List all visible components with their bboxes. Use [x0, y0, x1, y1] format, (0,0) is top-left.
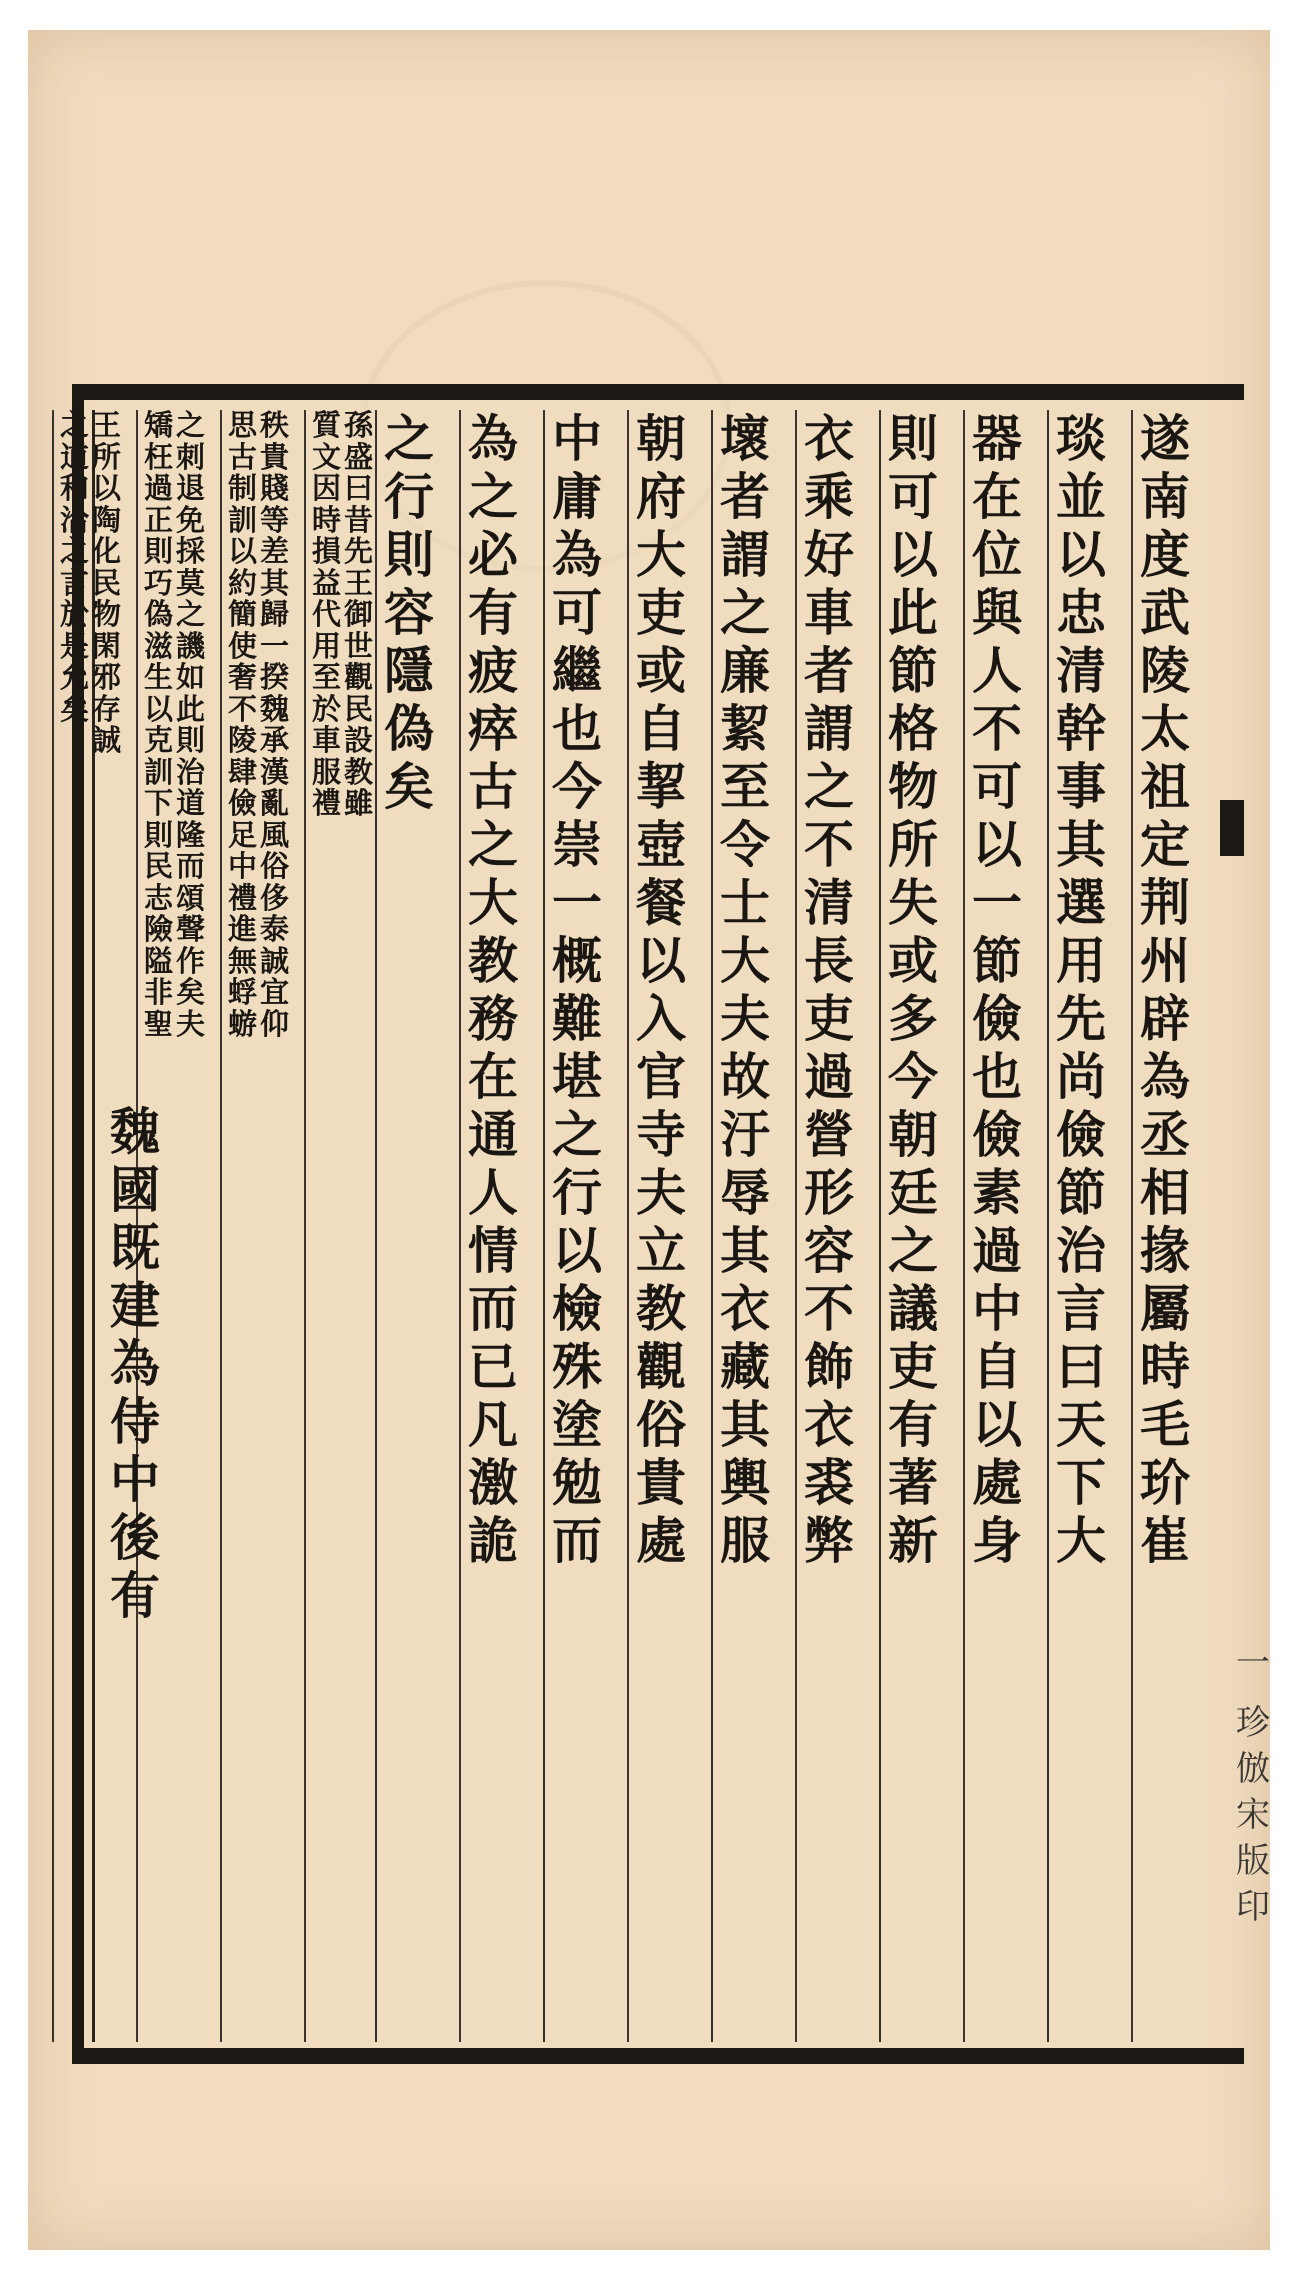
main-text-column: 朝 府 大 吏 或 自 挈 壺 餐 以 入 官 寺 夫 立 教 觀 俗 貴 處: [636, 409, 686, 1570]
column-rule: [879, 410, 881, 2042]
annotation-column-left: 之 道 和 洽 之 言 於 是 允 矣: [60, 408, 90, 726]
annotation-column-left: 質 文 因 時 損 益 代 用 至 於 車 服 禮: [312, 408, 342, 820]
annotation-column-left: 矯 枉 過 正 則 巧 偽 滋 生 以 克 訓 下 則 民 志 險 隘 非 聖: [144, 408, 174, 1041]
column-rule: [220, 410, 222, 2042]
column-rule: [627, 410, 629, 2042]
main-text-column: 遂 南 度 武 陵 太 祖 定 荆 州 辟 為 丞 相 掾 屬 時 毛 玠 崔: [1140, 409, 1190, 1570]
column-rule: [304, 410, 306, 2042]
column-rule: [375, 410, 377, 2042]
main-text-column: 器 在 位 與 人 不 可 以 一 節 儉 也 儉 素 過 中 自 以 處 身: [972, 409, 1022, 1570]
edition-note: 珍 倣 宋 版 印: [1236, 1703, 1270, 1927]
column-rule: [543, 410, 545, 2042]
column-rule: [459, 410, 461, 2042]
main-text-column: 為 之 必 有 疲 瘁 古 之 大 教 務 在 通 人 情 而 已 凡 激 詭: [468, 409, 518, 1570]
column-rule: [1047, 410, 1049, 2042]
annotation-column-left: 思 古 制 訓 以 約 簡 使 奢 不 陵 肆 儉 足 中 禮 進 無 蜉 蝣: [228, 408, 258, 1041]
fishtail-marker: [1220, 800, 1244, 856]
main-text-column: 則 可 以 此 節 格 物 所 失 或 多 今 朝 廷 之 議 吏 有 著 新: [888, 409, 938, 1570]
header-tag: 一: [1236, 1643, 1270, 1683]
column-rule: [795, 410, 797, 2042]
column-rule: [711, 410, 713, 2042]
continuation-text: 魏 國 既 建 為 侍 中 後 有: [110, 1102, 160, 1625]
column-rule: [963, 410, 965, 2042]
main-text-column: 衣 乘 好 車 者 謂 之 不 清 長 吏 過 營 形 容 不 飾 衣 裘 弊: [804, 409, 854, 1570]
main-text-column: 中 庸 為 可 繼 也 今 崇 一 概 難 堪 之 行 以 檢 殊 塗 勉 而: [552, 409, 602, 1570]
column-rule: [1131, 410, 1133, 2042]
column-rule: [52, 410, 54, 2042]
annotation-column-right: 秩 貴 賤 等 差 其 歸 一 揆 魏 承 漢 亂 風 俗 侈 泰 誠 宜 仰: [260, 408, 290, 1041]
annotation-column-right: 王 所 以 陶 化 民 物 閑 邪 存 誠: [92, 408, 122, 757]
main-text-column: 壞 者 謂 之 廉 絜 至 令 士 大 夫 故 汙 辱 其 衣 藏 其 輿 服: [720, 409, 770, 1570]
main-text-column: 琰 並 以 忠 清 幹 事 其 選 用 先 尚 儉 節 治 言 曰 天 下 大: [1056, 409, 1106, 1570]
annotation-column-right: 孫 盛 曰 昔 先 王 御 世 觀 民 設 教 雖: [344, 408, 374, 820]
annotation-column-right: 之 刺 退 免 採 莫 之 譏 如 此 則 治 道 隆 而 頌 聲 作 矣 夫: [176, 408, 206, 1041]
main-text-column: 之 行 則 容 隱 偽 矣: [384, 409, 434, 816]
